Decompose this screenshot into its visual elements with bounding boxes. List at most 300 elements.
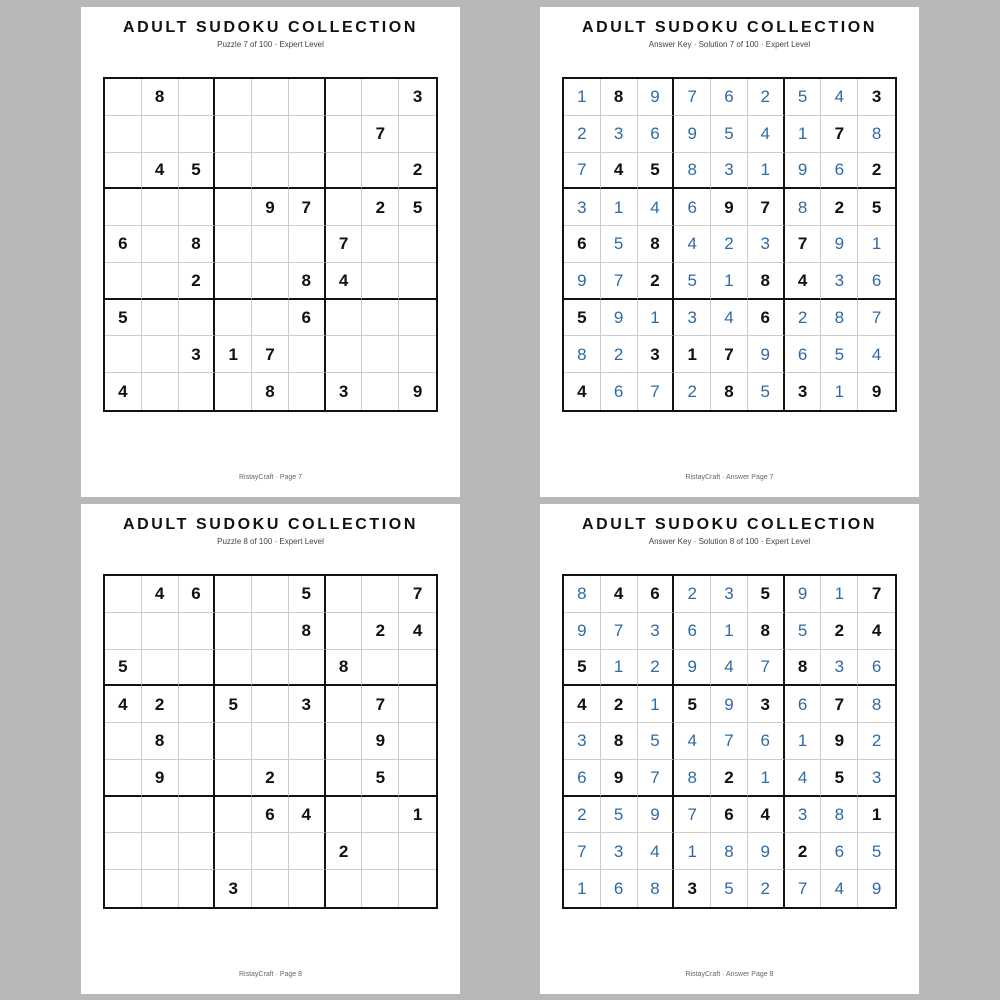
sudoku-cell: 9 bbox=[821, 226, 858, 263]
sudoku-cell bbox=[326, 797, 363, 834]
sudoku-cell: 1 bbox=[748, 153, 785, 190]
sudoku-cell: 4 bbox=[601, 153, 638, 190]
sudoku-cell: 3 bbox=[821, 650, 858, 687]
sudoku-cell bbox=[326, 760, 363, 797]
sudoku-cell bbox=[362, 263, 399, 300]
sudoku-cell: 8 bbox=[638, 870, 675, 907]
sudoku-cell: 8 bbox=[289, 263, 326, 300]
sudoku-cell: 2 bbox=[748, 870, 785, 907]
sudoku-cell bbox=[215, 226, 252, 263]
sudoku-cell bbox=[399, 226, 436, 263]
sudoku-cell: 7 bbox=[601, 613, 638, 650]
sudoku-cell: 2 bbox=[858, 723, 895, 760]
sudoku-cell: 8 bbox=[785, 189, 822, 226]
sudoku-cell: 3 bbox=[638, 613, 675, 650]
sudoku-cell: 5 bbox=[711, 870, 748, 907]
sudoku-cell: 3 bbox=[858, 79, 895, 116]
sudoku-cell: 6 bbox=[601, 870, 638, 907]
sudoku-cell bbox=[179, 650, 216, 687]
sudoku-cell: 8 bbox=[564, 576, 601, 613]
sudoku-cell: 2 bbox=[399, 153, 436, 190]
sudoku-cell: 5 bbox=[785, 613, 822, 650]
sudoku-cell bbox=[326, 686, 363, 723]
sudoku-cell bbox=[252, 226, 289, 263]
sudoku-cell bbox=[289, 723, 326, 760]
sudoku-cell bbox=[252, 79, 289, 116]
sudoku-cell: 6 bbox=[821, 153, 858, 190]
sudoku-cell bbox=[399, 650, 436, 687]
sudoku-cell: 2 bbox=[674, 576, 711, 613]
sudoku-cell bbox=[142, 650, 179, 687]
sudoku-cell: 3 bbox=[821, 263, 858, 300]
sudoku-cell bbox=[252, 263, 289, 300]
sudoku-cell: 4 bbox=[674, 723, 711, 760]
sudoku-cell: 1 bbox=[601, 650, 638, 687]
sudoku-cell: 9 bbox=[711, 189, 748, 226]
sudoku-cell: 5 bbox=[785, 79, 822, 116]
page-title: ADULT SUDOKU COLLECTION bbox=[581, 19, 878, 36]
sudoku-cell: 2 bbox=[711, 760, 748, 797]
sudoku-cell bbox=[105, 833, 142, 870]
sudoku-cell: 4 bbox=[638, 189, 675, 226]
sudoku-cell: 8 bbox=[821, 300, 858, 337]
sudoku-cell: 9 bbox=[674, 650, 711, 687]
sudoku-cell: 7 bbox=[289, 189, 326, 226]
sudoku-cell: 5 bbox=[711, 116, 748, 153]
sudoku-cell: 2 bbox=[564, 797, 601, 834]
sudoku-cell: 3 bbox=[858, 760, 895, 797]
sudoku-cell bbox=[399, 870, 436, 907]
sudoku-cell bbox=[215, 189, 252, 226]
sudoku-cell: 2 bbox=[711, 226, 748, 263]
sudoku-cell: 9 bbox=[252, 189, 289, 226]
sudoku-cell bbox=[142, 336, 179, 373]
sudoku-cell: 5 bbox=[362, 760, 399, 797]
sudoku-cell bbox=[362, 576, 399, 613]
sudoku-cell bbox=[179, 116, 216, 153]
sudoku-cell: 2 bbox=[748, 79, 785, 116]
page-footer: RistayCraft · Answer Page 7 bbox=[685, 474, 774, 481]
sudoku-cell bbox=[252, 153, 289, 190]
sudoku-cell: 7 bbox=[362, 686, 399, 723]
sudoku-cell bbox=[179, 723, 216, 760]
sudoku-cell: 6 bbox=[289, 300, 326, 337]
sudoku-cell bbox=[179, 300, 216, 337]
sudoku-cell: 8 bbox=[748, 263, 785, 300]
sudoku-cell: 8 bbox=[638, 226, 675, 263]
answer-page-7 bbox=[540, 7, 919, 497]
sudoku-cell bbox=[105, 576, 142, 613]
sudoku-cell bbox=[399, 833, 436, 870]
sudoku-cell: 8 bbox=[858, 116, 895, 153]
sudoku-cell: 1 bbox=[821, 373, 858, 410]
sudoku-cell bbox=[326, 870, 363, 907]
sudoku-cell bbox=[215, 576, 252, 613]
sudoku-cell: 7 bbox=[785, 226, 822, 263]
sudoku-cell: 7 bbox=[399, 576, 436, 613]
page-title: ADULT SUDOKU COLLECTION bbox=[122, 19, 419, 36]
sudoku-cell: 1 bbox=[821, 576, 858, 613]
sudoku-grid bbox=[562, 574, 897, 909]
sudoku-cell bbox=[326, 153, 363, 190]
sudoku-cell: 1 bbox=[711, 613, 748, 650]
sudoku-cell bbox=[142, 613, 179, 650]
sudoku-cell: 6 bbox=[252, 797, 289, 834]
page-footer: RistayCraft · Page 7 bbox=[238, 474, 303, 481]
sudoku-cell: 8 bbox=[674, 760, 711, 797]
sudoku-cell: 2 bbox=[326, 833, 363, 870]
sudoku-cell bbox=[179, 613, 216, 650]
sudoku-cell: 6 bbox=[858, 263, 895, 300]
sudoku-cell: 7 bbox=[711, 336, 748, 373]
sudoku-cell: 5 bbox=[748, 576, 785, 613]
sudoku-cell: 7 bbox=[785, 870, 822, 907]
sudoku-cell: 7 bbox=[858, 300, 895, 337]
sudoku-cell bbox=[105, 153, 142, 190]
sudoku-cell: 9 bbox=[785, 153, 822, 190]
sudoku-cell: 5 bbox=[821, 336, 858, 373]
sudoku-cell: 4 bbox=[858, 336, 895, 373]
sudoku-cell: 1 bbox=[638, 686, 675, 723]
sudoku-cell bbox=[252, 116, 289, 153]
sudoku-cell bbox=[362, 300, 399, 337]
sudoku-cell: 8 bbox=[252, 373, 289, 410]
sudoku-cell bbox=[252, 723, 289, 760]
sudoku-cell: 4 bbox=[564, 686, 601, 723]
sudoku-cell bbox=[179, 79, 216, 116]
sudoku-cell bbox=[326, 613, 363, 650]
sudoku-cell: 8 bbox=[711, 373, 748, 410]
sudoku-cell bbox=[289, 79, 326, 116]
sudoku-cell: 7 bbox=[821, 116, 858, 153]
sudoku-cell: 4 bbox=[785, 263, 822, 300]
sudoku-cell: 4 bbox=[748, 797, 785, 834]
sudoku-cell bbox=[326, 79, 363, 116]
sudoku-cell: 1 bbox=[638, 300, 675, 337]
sudoku-cell: 6 bbox=[638, 576, 675, 613]
sudoku-cell: 3 bbox=[748, 686, 785, 723]
sudoku-cell: 2 bbox=[674, 373, 711, 410]
sudoku-cell bbox=[326, 723, 363, 760]
sudoku-cell: 2 bbox=[142, 686, 179, 723]
sudoku-cell bbox=[289, 760, 326, 797]
sudoku-cell: 1 bbox=[399, 797, 436, 834]
sudoku-cell: 2 bbox=[362, 613, 399, 650]
answer-page-8 bbox=[540, 504, 919, 994]
sudoku-cell: 4 bbox=[821, 870, 858, 907]
sudoku-grid bbox=[103, 574, 438, 909]
sudoku-cell bbox=[215, 79, 252, 116]
sudoku-cell: 8 bbox=[674, 153, 711, 190]
sudoku-cell: 7 bbox=[638, 373, 675, 410]
sudoku-cell: 4 bbox=[105, 686, 142, 723]
sudoku-cell: 9 bbox=[821, 723, 858, 760]
sudoku-cell bbox=[142, 833, 179, 870]
sudoku-cell: 8 bbox=[858, 686, 895, 723]
sudoku-cell bbox=[252, 300, 289, 337]
sudoku-cell: 1 bbox=[601, 189, 638, 226]
sudoku-cell: 7 bbox=[748, 189, 785, 226]
sudoku-cell: 8 bbox=[564, 336, 601, 373]
sudoku-cell: 1 bbox=[785, 723, 822, 760]
sudoku-cell bbox=[362, 79, 399, 116]
sudoku-cell: 2 bbox=[601, 336, 638, 373]
sudoku-cell bbox=[362, 870, 399, 907]
sudoku-cell: 3 bbox=[326, 373, 363, 410]
sudoku-cell: 5 bbox=[601, 797, 638, 834]
sudoku-grid bbox=[562, 77, 897, 412]
sudoku-cell: 2 bbox=[252, 760, 289, 797]
sudoku-cell bbox=[215, 263, 252, 300]
sudoku-cell: 4 bbox=[564, 373, 601, 410]
sudoku-cell: 3 bbox=[601, 116, 638, 153]
sudoku-cell: 5 bbox=[399, 189, 436, 226]
sudoku-cell: 2 bbox=[821, 189, 858, 226]
sudoku-cell: 3 bbox=[564, 189, 601, 226]
sudoku-cell bbox=[105, 189, 142, 226]
sudoku-cell: 3 bbox=[179, 336, 216, 373]
sudoku-cell: 3 bbox=[674, 870, 711, 907]
sudoku-cell: 1 bbox=[785, 116, 822, 153]
sudoku-cell bbox=[326, 300, 363, 337]
sudoku-cell bbox=[142, 189, 179, 226]
sudoku-cell: 3 bbox=[564, 723, 601, 760]
sudoku-cell: 9 bbox=[871, 879, 882, 899]
sudoku-cell: 3 bbox=[785, 373, 822, 410]
sudoku-cell bbox=[289, 650, 326, 687]
sudoku-cell: 9 bbox=[871, 382, 882, 402]
sudoku-cell: 4 bbox=[601, 576, 638, 613]
sudoku-cell: 7 bbox=[858, 576, 895, 613]
sudoku-cell: 6 bbox=[711, 797, 748, 834]
sudoku-cell bbox=[215, 650, 252, 687]
page-subtitle: Puzzle 8 of 100 · Expert Level bbox=[217, 537, 324, 546]
sudoku-cell bbox=[215, 797, 252, 834]
sudoku-cell: 8 bbox=[289, 613, 326, 650]
sudoku-cell: 4 bbox=[326, 263, 363, 300]
sudoku-cell: 5 bbox=[601, 226, 638, 263]
sudoku-cell bbox=[215, 613, 252, 650]
sudoku-cell: 2 bbox=[179, 263, 216, 300]
sudoku-cell: 2 bbox=[638, 263, 675, 300]
sudoku-cell: 5 bbox=[748, 373, 785, 410]
sudoku-cell: 6 bbox=[638, 116, 675, 153]
sudoku-cell: 4 bbox=[105, 373, 142, 410]
sudoku-cell bbox=[105, 870, 142, 907]
sudoku-cell: 9 bbox=[601, 760, 638, 797]
sudoku-cell: 7 bbox=[638, 760, 675, 797]
sudoku-cell: 3 bbox=[748, 226, 785, 263]
sudoku-cell: 5 bbox=[289, 576, 326, 613]
sudoku-cell bbox=[399, 336, 436, 373]
sudoku-cell: 3 bbox=[638, 336, 675, 373]
sudoku-cell: 7 bbox=[821, 686, 858, 723]
sudoku-cell bbox=[252, 833, 289, 870]
sudoku-cell: 7 bbox=[362, 116, 399, 153]
sudoku-cell bbox=[326, 116, 363, 153]
sudoku-cell bbox=[326, 189, 363, 226]
sudoku-cell bbox=[142, 226, 179, 263]
sudoku-cell: 9 bbox=[412, 382, 423, 402]
sudoku-cell: 5 bbox=[105, 650, 142, 687]
sudoku-cell bbox=[399, 686, 436, 723]
sudoku-cell bbox=[215, 373, 252, 410]
sudoku-cell: 1 bbox=[564, 79, 601, 116]
sudoku-cell: 2 bbox=[785, 300, 822, 337]
sudoku-cell: 5 bbox=[564, 300, 601, 337]
sudoku-cell: 3 bbox=[399, 79, 436, 116]
sudoku-cell: 8 bbox=[142, 79, 179, 116]
sudoku-cell: 3 bbox=[674, 300, 711, 337]
sudoku-cell bbox=[105, 760, 142, 797]
sudoku-cell bbox=[105, 116, 142, 153]
sudoku-cell: 3 bbox=[601, 833, 638, 870]
sudoku-cell: 2 bbox=[601, 686, 638, 723]
sudoku-cell: 8 bbox=[326, 650, 363, 687]
sudoku-cell: 1 bbox=[674, 336, 711, 373]
sudoku-cell bbox=[215, 760, 252, 797]
sudoku-cell: 5 bbox=[638, 723, 675, 760]
sudoku-cell bbox=[289, 153, 326, 190]
sudoku-cell: 1 bbox=[674, 833, 711, 870]
sudoku-cell: 4 bbox=[142, 153, 179, 190]
sudoku-cell bbox=[289, 336, 326, 373]
sudoku-cell: 7 bbox=[601, 263, 638, 300]
sudoku-cell: 8 bbox=[142, 723, 179, 760]
sudoku-cell: 5 bbox=[674, 263, 711, 300]
sudoku-cell: 7 bbox=[748, 650, 785, 687]
sudoku-cell bbox=[399, 760, 436, 797]
sudoku-cell: 6 bbox=[564, 760, 601, 797]
sudoku-cell: 7 bbox=[564, 833, 601, 870]
sudoku-cell: 9 bbox=[748, 833, 785, 870]
sudoku-cell bbox=[362, 373, 399, 410]
sudoku-cell: 8 bbox=[748, 613, 785, 650]
sudoku-cell: 6 bbox=[858, 650, 895, 687]
sudoku-cell: 9 bbox=[638, 79, 675, 116]
sudoku-cell: 5 bbox=[215, 686, 252, 723]
sudoku-cell: 8 bbox=[179, 226, 216, 263]
sudoku-cell bbox=[289, 870, 326, 907]
sudoku-cell: 9 bbox=[785, 576, 822, 613]
sudoku-cell: 2 bbox=[858, 153, 895, 190]
sudoku-cell bbox=[105, 79, 142, 116]
sudoku-cell bbox=[252, 870, 289, 907]
sudoku-cell bbox=[142, 797, 179, 834]
sudoku-cell bbox=[215, 833, 252, 870]
sudoku-cell: 4 bbox=[674, 226, 711, 263]
sudoku-cell: 9 bbox=[142, 760, 179, 797]
sudoku-cell: 1 bbox=[748, 760, 785, 797]
sudoku-cell bbox=[289, 116, 326, 153]
sudoku-cell: 5 bbox=[105, 300, 142, 337]
puzzle-page-7 bbox=[81, 7, 460, 497]
sudoku-cell: 6 bbox=[674, 613, 711, 650]
sudoku-cell: 6 bbox=[821, 833, 858, 870]
sudoku-cell bbox=[399, 723, 436, 760]
sudoku-cell: 4 bbox=[821, 79, 858, 116]
page-title: ADULT SUDOKU COLLECTION bbox=[122, 516, 419, 533]
sudoku-cell: 4 bbox=[289, 797, 326, 834]
sudoku-cell bbox=[326, 336, 363, 373]
sudoku-cell: 9 bbox=[601, 300, 638, 337]
sudoku-cell bbox=[399, 300, 436, 337]
sudoku-cell bbox=[289, 226, 326, 263]
sudoku-cell bbox=[179, 797, 216, 834]
sudoku-cell: 8 bbox=[601, 723, 638, 760]
sudoku-cell: 7 bbox=[711, 723, 748, 760]
sudoku-cell: 6 bbox=[748, 300, 785, 337]
sudoku-cell: 7 bbox=[674, 797, 711, 834]
sudoku-cell bbox=[252, 576, 289, 613]
sudoku-cell bbox=[252, 686, 289, 723]
sudoku-cell bbox=[179, 373, 216, 410]
sudoku-cell bbox=[215, 300, 252, 337]
sudoku-cell: 1 bbox=[711, 263, 748, 300]
sudoku-cell bbox=[142, 116, 179, 153]
sudoku-cell bbox=[289, 833, 326, 870]
sudoku-cell: 8 bbox=[821, 797, 858, 834]
sudoku-cell: 4 bbox=[711, 300, 748, 337]
sudoku-cell: 4 bbox=[399, 613, 436, 650]
sudoku-cell bbox=[105, 263, 142, 300]
sudoku-cell: 6 bbox=[785, 336, 822, 373]
sudoku-cell bbox=[252, 613, 289, 650]
sudoku-cell: 9 bbox=[748, 336, 785, 373]
sudoku-cell: 2 bbox=[564, 116, 601, 153]
sudoku-cell bbox=[105, 336, 142, 373]
sudoku-cell: 7 bbox=[326, 226, 363, 263]
sudoku-cell: 5 bbox=[821, 760, 858, 797]
sudoku-cell bbox=[326, 576, 363, 613]
sudoku-cell: 6 bbox=[601, 373, 638, 410]
sudoku-cell: 6 bbox=[179, 576, 216, 613]
sudoku-cell: 2 bbox=[821, 613, 858, 650]
sudoku-cell bbox=[362, 650, 399, 687]
sudoku-cell bbox=[399, 263, 436, 300]
sudoku-cell bbox=[252, 650, 289, 687]
sudoku-cell bbox=[179, 686, 216, 723]
sudoku-cell: 5 bbox=[674, 686, 711, 723]
sudoku-cell bbox=[362, 797, 399, 834]
page-subtitle: Answer Key · Solution 8 of 100 · Expert Level bbox=[648, 537, 811, 546]
sudoku-cell: 1 bbox=[215, 336, 252, 373]
page-subtitle: Answer Key · Solution 7 of 100 · Expert Level bbox=[648, 40, 811, 49]
sudoku-cell: 1 bbox=[858, 797, 895, 834]
sudoku-cell bbox=[362, 336, 399, 373]
sudoku-cell bbox=[179, 760, 216, 797]
sudoku-cell: 4 bbox=[638, 833, 675, 870]
sudoku-cell bbox=[215, 116, 252, 153]
sudoku-cell bbox=[289, 373, 326, 410]
sudoku-cell: 2 bbox=[638, 650, 675, 687]
sudoku-cell: 6 bbox=[564, 226, 601, 263]
sudoku-cell: 4 bbox=[142, 576, 179, 613]
page-subtitle: Puzzle 7 of 100 · Expert Level bbox=[217, 40, 324, 49]
sudoku-cell: 6 bbox=[674, 189, 711, 226]
sudoku-cell: 4 bbox=[858, 613, 895, 650]
sudoku-cell: 9 bbox=[362, 723, 399, 760]
sudoku-cell: 7 bbox=[252, 336, 289, 373]
sudoku-cell: 5 bbox=[638, 153, 675, 190]
sudoku-cell: 9 bbox=[674, 116, 711, 153]
sudoku-cell bbox=[215, 153, 252, 190]
sudoku-cell: 8 bbox=[785, 650, 822, 687]
sudoku-cell bbox=[142, 300, 179, 337]
sudoku-cell bbox=[179, 870, 216, 907]
sudoku-cell: 3 bbox=[289, 686, 326, 723]
sudoku-cell bbox=[179, 189, 216, 226]
